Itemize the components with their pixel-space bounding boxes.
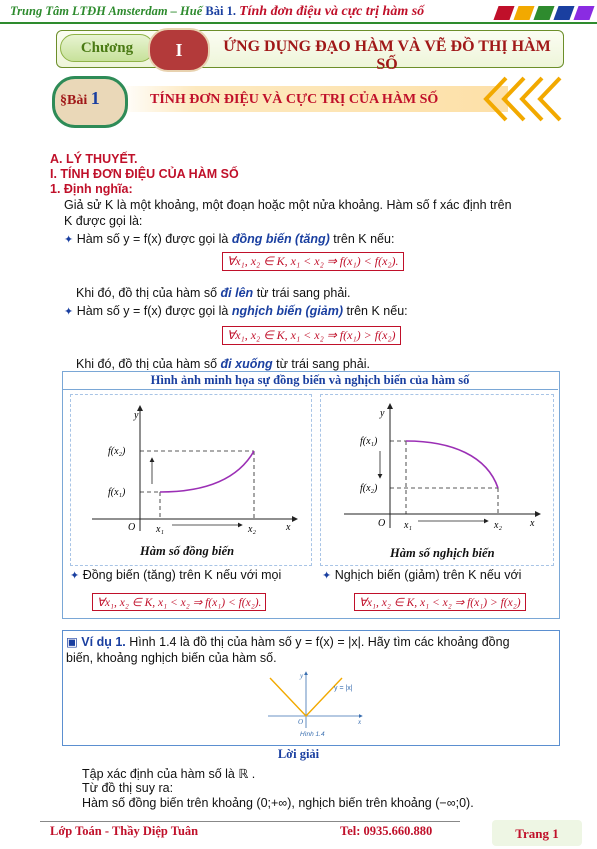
decreasing-graph-post: từ trái sang phải. bbox=[276, 357, 370, 371]
right-fx2-label: f(x₂) bbox=[360, 483, 378, 494]
chapter-title: ỨNG DỤNG ĐẠO HÀM VÀ VẼ ĐỒ THỊ HÀM SỐ bbox=[223, 38, 551, 73]
right-origin-label: O bbox=[378, 518, 386, 529]
bullet-icon: ✦ bbox=[322, 570, 332, 582]
footer-phone: Tel: 0935.660.880 bbox=[340, 824, 433, 838]
chapter-label: Chương bbox=[60, 34, 154, 62]
right-x2-label: x₂ bbox=[494, 520, 502, 531]
decreasing-graph bbox=[322, 396, 550, 536]
right-axis-y-label: y bbox=[380, 408, 385, 419]
definition-line-2: K được gọi là: bbox=[64, 214, 143, 228]
left-fx2-label: f(x₂) bbox=[108, 446, 126, 457]
increasing-term: đồng biến (tăng) bbox=[231, 232, 330, 246]
decreasing-graph-note bbox=[76, 357, 370, 371]
bullet-icon: ✦ bbox=[64, 306, 74, 318]
example-text-2: biến, khoảng nghịch biến của hàm số. bbox=[66, 651, 277, 665]
left-origin-label: O bbox=[128, 522, 136, 533]
left-x2-label: x₂ bbox=[248, 524, 256, 535]
header-center: Trung Tâm LTĐH Amsterdam – Huế bbox=[10, 4, 203, 18]
left-fx1-label: f(x₁) bbox=[108, 487, 126, 498]
decreasing-pre: Hàm số y = f(x) được gọi là bbox=[76, 304, 229, 318]
solution-heading: Lời giải bbox=[277, 747, 320, 761]
footer-left: Lớp Toán - Thầy Diệp Tuân bbox=[50, 824, 199, 838]
left-axis-y-label: y bbox=[134, 410, 139, 421]
decreasing-term: nghịch biến (giảm) bbox=[231, 304, 343, 318]
example-label: Ví dụ 1. bbox=[81, 635, 126, 649]
figure-left-formula: ∀x₁, x₂ ∈ K, x₁ < x₂ ⇒ f(x₁) < f(x₂). bbox=[92, 593, 266, 611]
header-lesson-title: Tính đơn điệu và cực trị hàm số bbox=[239, 4, 425, 19]
decreasing-summary bbox=[322, 568, 521, 582]
section-1-heading: I. TÍNH ĐƠN ĐIỆU CỦA HÀM SỐ bbox=[50, 167, 239, 181]
decreasing-graph-pre: Khi đó, đồ thị của hàm số bbox=[76, 357, 218, 371]
increasing-pre: Hàm số y = f(x) được gọi là bbox=[76, 232, 229, 246]
decreasing-caption: Hàm số nghịch biến bbox=[390, 546, 495, 560]
solution-line-3: Hàm số đồng biến trên khoảng (0;+∞), nghịch biến trên khoảng (−∞;0). bbox=[82, 796, 474, 810]
header-text bbox=[10, 4, 424, 20]
left-x1-label: x₁ bbox=[156, 524, 164, 535]
increasing-graph-term: đi lên bbox=[220, 286, 254, 300]
chevron-decoration-icon bbox=[536, 76, 564, 122]
right-axis-x-label: x bbox=[530, 518, 535, 529]
right-fx1-label: f(x₁) bbox=[360, 436, 378, 447]
footer-divider bbox=[40, 821, 460, 822]
header-divider bbox=[0, 22, 597, 24]
increasing-formula: ∀x₁, x₂ ∈ K, x₁ < x₂ ⇒ f(x₁) < f(x₂). bbox=[222, 252, 404, 271]
increasing-graph-post: từ trái sang phải. bbox=[256, 286, 351, 300]
increasing-graph-note bbox=[76, 286, 351, 300]
example-line-1 bbox=[66, 634, 510, 649]
definition-line-1: Giả sử K là một khoảng, một đoạn hoặc một nửa khoảng. Hàm số f xác định trên bbox=[64, 198, 512, 212]
increasing-curve bbox=[160, 451, 254, 492]
lesson-number: 1 bbox=[90, 88, 100, 108]
decreasing-definition bbox=[64, 304, 408, 318]
abs-fig-caption: Hình 1.4 bbox=[300, 731, 325, 738]
decreasing-post: trên K nếu: bbox=[346, 304, 408, 318]
bullet-icon: ✦ bbox=[64, 234, 74, 246]
definition-heading: 1. Định nghĩa: bbox=[50, 182, 133, 196]
lesson-label-text: §Bài bbox=[60, 93, 88, 108]
decreasing-formula: ∀x₁, x₂ ∈ K, x₁ < x₂ ⇒ f(x₁) > f(x₂) bbox=[222, 326, 401, 345]
increasing-post: trên K nếu: bbox=[333, 232, 395, 246]
bullet-icon: ✦ bbox=[70, 570, 80, 582]
section-a-heading: A. LÝ THUYẾT. bbox=[50, 152, 138, 166]
header-lesson: Bài 1. bbox=[205, 4, 236, 18]
book-icon: ▣ bbox=[66, 635, 78, 649]
lesson-label bbox=[60, 88, 100, 109]
decreasing-summary-text: Nghịch biến (giảm) trên K nếu với bbox=[334, 568, 522, 582]
increasing-graph-pre: Khi đó, đồ thị của hàm số bbox=[76, 286, 218, 300]
example-text-1: Hình 1.4 là đồ thị của hàm số y = f(x) = |x|. Hãy tìm các khoảng đồng bbox=[129, 635, 510, 649]
page-number: Trang 1 bbox=[515, 826, 559, 841]
increasing-summary-text: Đồng biến (tăng) trên K nếu với mọi bbox=[82, 568, 282, 582]
increasing-graph bbox=[72, 396, 308, 536]
decreasing-curve bbox=[406, 441, 498, 488]
abs-graph bbox=[262, 668, 372, 740]
chapter-number: I bbox=[148, 28, 210, 72]
left-axis-x-label: x bbox=[286, 522, 291, 533]
figure-right-formula: ∀x₁, x₂ ∈ K, x₁ < x₂ ⇒ f(x₁) > f(x₂) bbox=[354, 593, 526, 611]
right-x1-label: x₁ bbox=[404, 520, 412, 531]
decreasing-graph-term: đi xuống bbox=[220, 357, 273, 371]
increasing-caption: Hàm số đồng biến bbox=[140, 544, 235, 558]
abs-graph-label: y = |x| bbox=[334, 685, 353, 692]
solution-line-1: Tập xác định của hàm số là ℝ . bbox=[82, 767, 256, 781]
abs-origin: O bbox=[298, 718, 304, 726]
solution-line-2: Từ đồ thị suy ra: bbox=[82, 781, 174, 795]
abs-axis-y: y bbox=[300, 672, 304, 680]
figure-title: Hình ảnh minh họa sự đồng biến và nghịch biến của hàm số bbox=[62, 371, 558, 390]
increasing-summary bbox=[70, 568, 281, 582]
increasing-definition bbox=[64, 232, 394, 246]
lesson-title: TÍNH ĐƠN ĐIỆU VÀ CỰC TRỊ CỦA HÀM SỐ bbox=[150, 92, 439, 107]
abs-axis-x: x bbox=[358, 718, 362, 726]
